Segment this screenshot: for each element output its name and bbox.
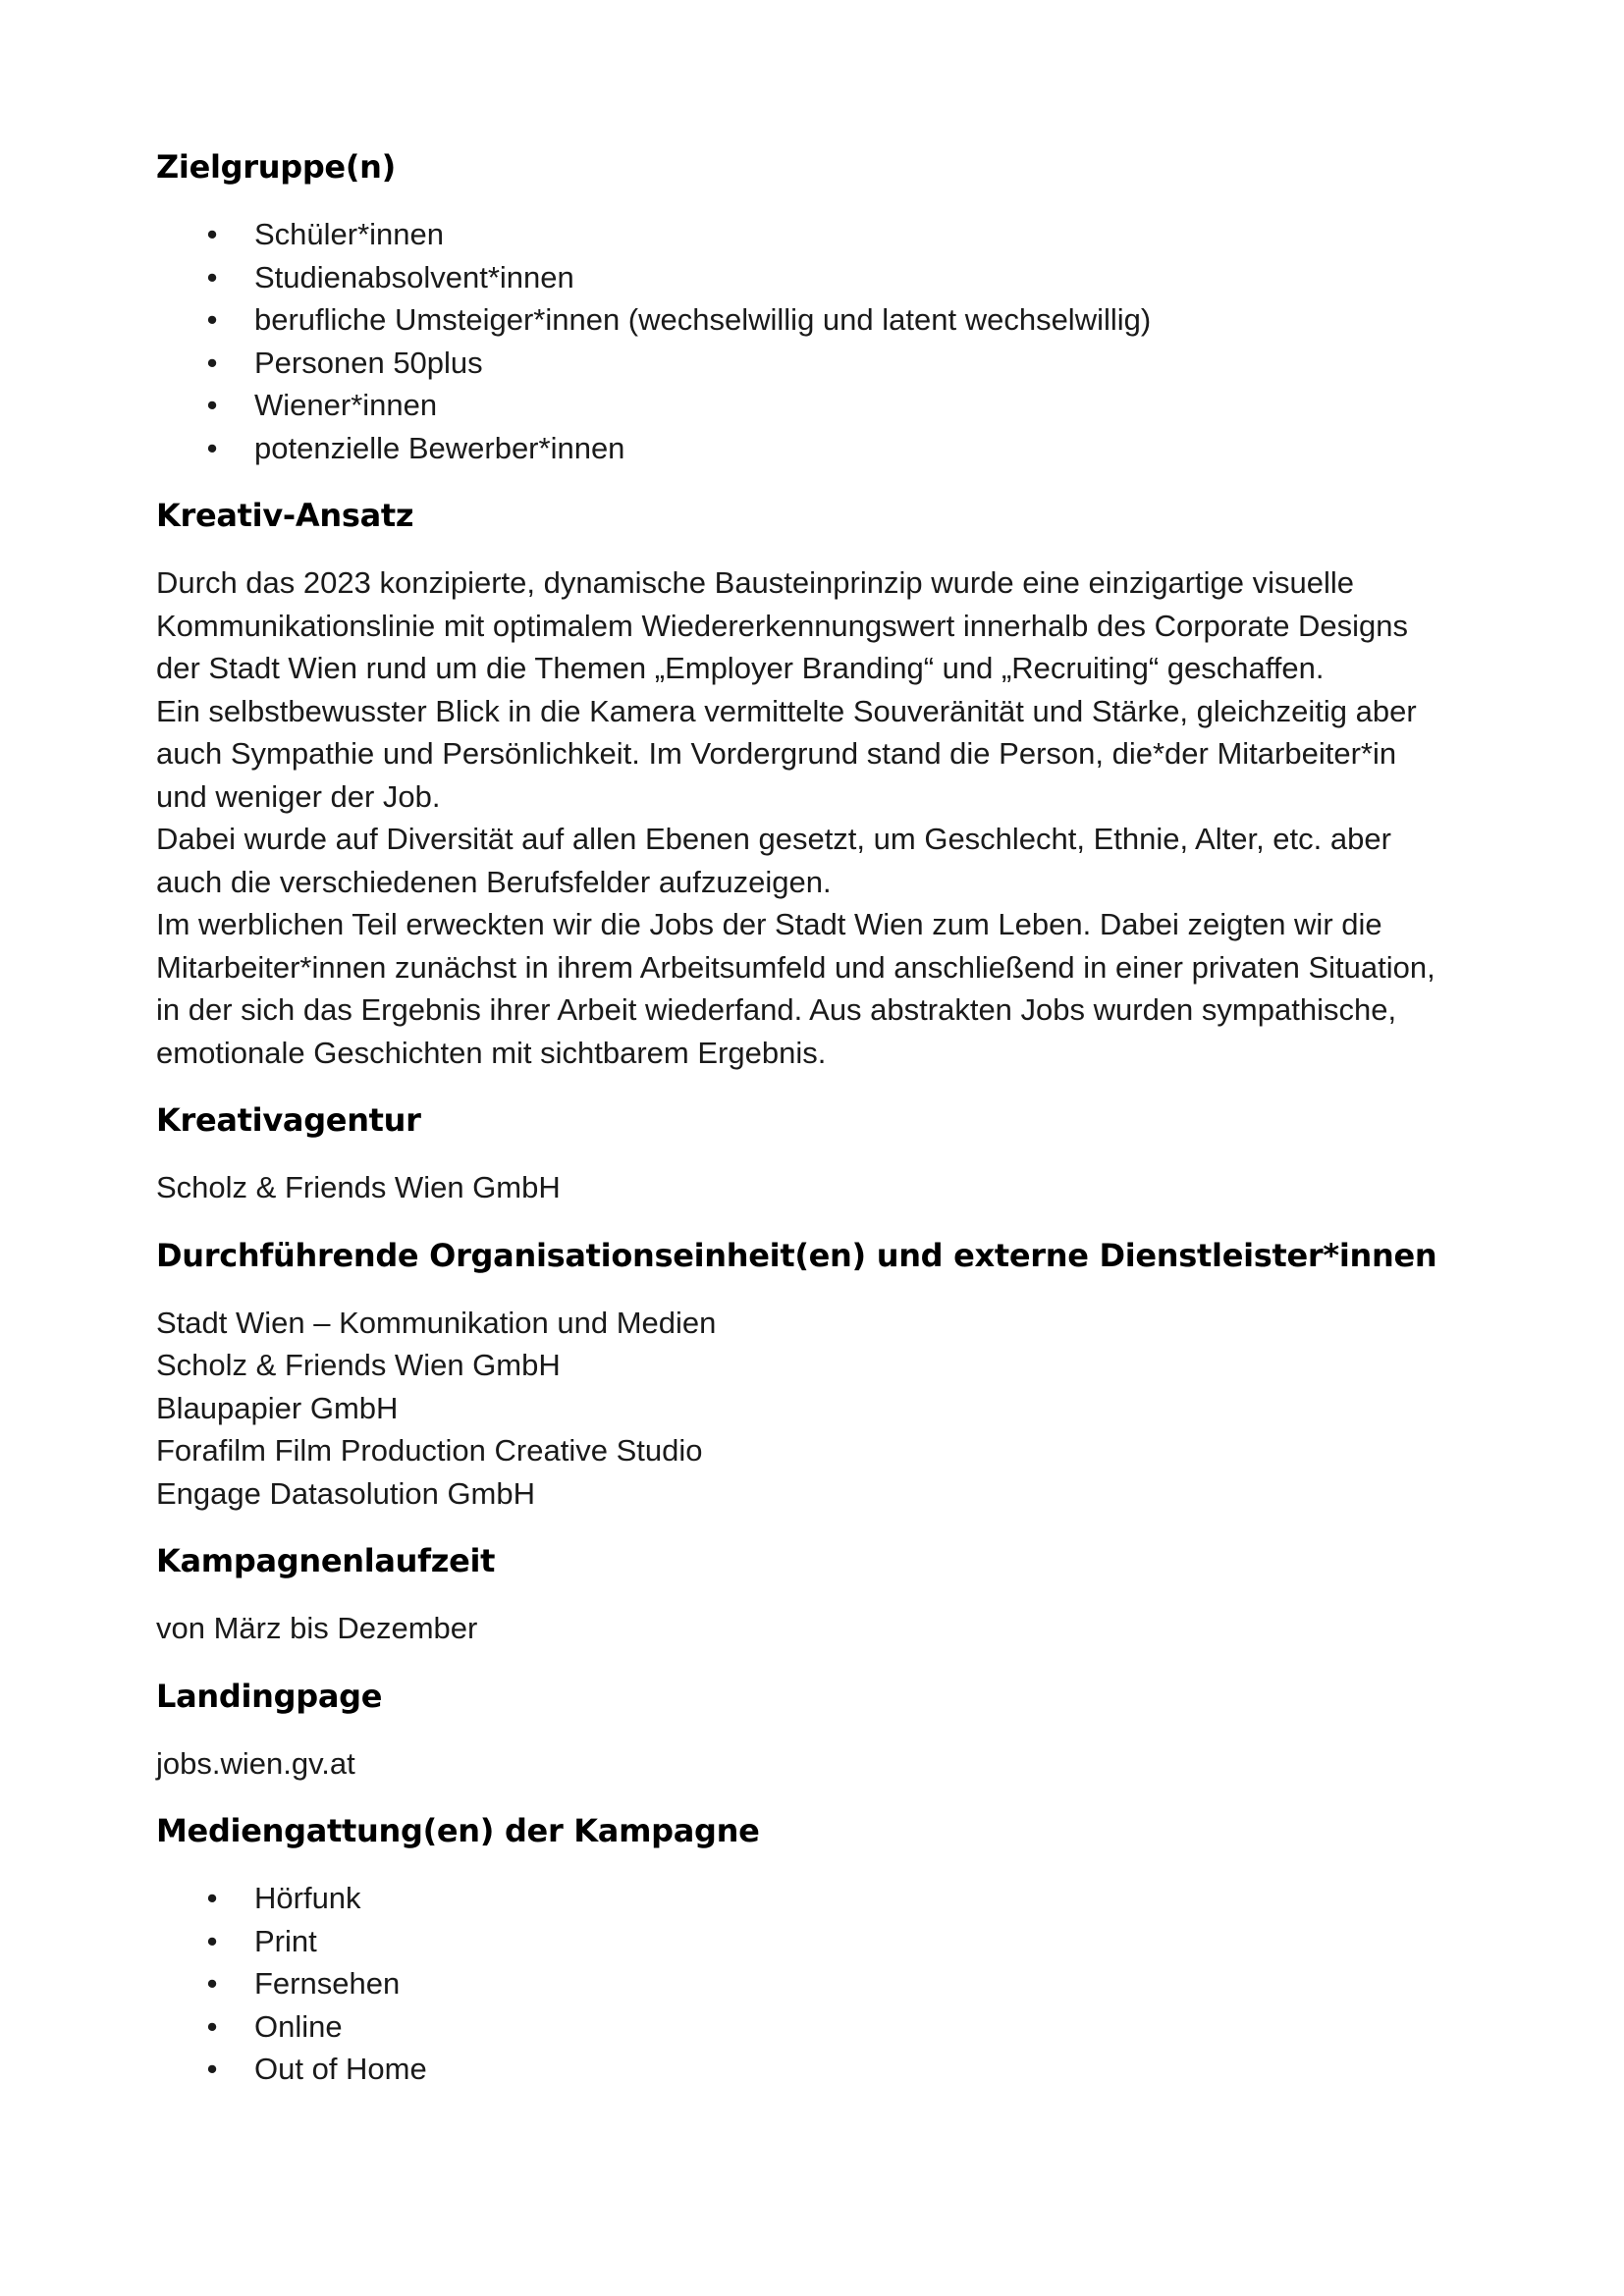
- text-line: Kommunikationslinie mit optimalem Wiedererkennungswert innerhalb des Corporate Designs: [156, 608, 1409, 643]
- bullet-icon: •: [206, 1966, 218, 2001]
- laufzeit-text: von März bis Dezember: [156, 1611, 478, 1645]
- section-mediengattungen: [156, 1811, 1491, 2091]
- heading-durchfuehrende: Durchführende Organisationseinheit(en) und externe Dienstleister*innen: [156, 1236, 1437, 1274]
- document-page: [156, 147, 1491, 2117]
- list-item: • Hörfunk: [156, 1877, 1491, 1920]
- text-line: Dabei wurde auf Diversität auf allen Ebenen gesetzt, um Geschlecht, Ethnie, Alter, etc. aber: [156, 822, 1391, 856]
- section-kreativ-ansatz: [156, 496, 1491, 1074]
- section-landingpage: [156, 1677, 1491, 1786]
- text-line: Blaupapier GmbH: [156, 1390, 399, 1425]
- section-kreativagentur: [156, 1100, 1491, 1209]
- heading-landingpage: Landingpage: [156, 1677, 383, 1715]
- bullet-icon: •: [206, 2052, 218, 2086]
- text-line: Ein selbstbewusster Blick in die Kamera vermittelte Souveränität und Stärke, gleichzeitig aber: [156, 693, 1417, 728]
- text-line: der Stadt Wien rund um die Themen „Employer Branding“ und „Recruiting“ geschaffen.: [156, 651, 1325, 685]
- heading-mediengattungen: Mediengattung(en) der Kampagne: [156, 1812, 760, 1849]
- bullet-icon: •: [206, 302, 218, 337]
- text-line: Forafilm Film Production Creative Studio: [156, 1433, 703, 1468]
- bullet-icon: •: [206, 1881, 218, 1915]
- list-item: • Out of Home: [156, 2048, 1491, 2091]
- bullet-icon: •: [206, 1923, 218, 1958]
- heading-kampagnenlaufzeit: Kampagnenlaufzeit: [156, 1542, 496, 1579]
- text-line: auch Sympathie und Persönlichkeit. Im Vordergrund stand die Person, die*der Mitarbeiter*in: [156, 736, 1397, 771]
- heading-kreativagentur: Kreativagentur: [156, 1101, 421, 1139]
- kreativagentur-text: Scholz & Friends Wien GmbH: [156, 1170, 561, 1204]
- list-item: • Studienabsolvent*innen: [156, 256, 1491, 299]
- bullet-icon: •: [206, 388, 218, 422]
- heading-kreativ-ansatz: Kreativ-Ansatz: [156, 497, 414, 534]
- bullet-icon: •: [206, 345, 218, 380]
- list-item: • potenzielle Bewerber*innen: [156, 427, 1491, 470]
- list-item: • Personen 50plus: [156, 342, 1491, 385]
- section-zielgruppen: [156, 147, 1491, 469]
- bullet-icon: •: [206, 259, 218, 294]
- heading-zielgruppen: Zielgruppe(n): [156, 148, 396, 186]
- bullet-icon: •: [206, 2008, 218, 2044]
- text-line: Stadt Wien – Kommunikation und Medien: [156, 1305, 717, 1340]
- text-line: emotionale Geschichten mit sichtbarem Ergebnis.: [156, 1035, 827, 1070]
- bullet-icon: •: [206, 217, 218, 251]
- section-durchfuehrende: [156, 1236, 1491, 1516]
- list-item: • Schüler*innen: [156, 213, 1491, 256]
- text-line: auch die verschiedenen Berufsfelder aufzuzeigen.: [156, 864, 832, 899]
- text-line: Im werblichen Teil erweckten wir die Jobs der Stadt Wien zum Leben. Dabei zeigten wir die: [156, 907, 1382, 941]
- mediengattungen-list: [156, 1877, 1491, 2091]
- text-line: und weniger der Job.: [156, 778, 441, 814]
- list-item: • berufliche Umsteiger*innen (wechselwillig und latent wechselwillig): [156, 298, 1491, 342]
- landingpage-text: jobs.wien.gv.at: [156, 1745, 355, 1781]
- text-line: Scholz & Friends Wien GmbH: [156, 1348, 561, 1382]
- list-item: • Wiener*innen: [156, 384, 1491, 427]
- text-line: Mitarbeiter*innen zunächst in ihrem Arbeitsumfeld und anschließend in einer privaten Situation,: [156, 949, 1435, 985]
- text-line: Engage Datasolution GmbH: [156, 1475, 536, 1511]
- section-kampagnenlaufzeit: [156, 1541, 1491, 1650]
- list-item: • Fernsehen: [156, 1962, 1491, 2005]
- list-item: • Online: [156, 2005, 1491, 2049]
- text-line: Durch das 2023 konzipierte, dynamische Bausteinprinzip wurde eine einzigartige visuelle: [156, 565, 1355, 600]
- text-line: in der sich das Ergebnis ihrer Arbeit wiederfand. Aus abstrakten Jobs wurden sympathische,: [156, 992, 1397, 1027]
- list-item: • Print: [156, 1920, 1491, 1963]
- zielgruppen-list: [156, 213, 1491, 469]
- bullet-icon: •: [206, 430, 218, 465]
